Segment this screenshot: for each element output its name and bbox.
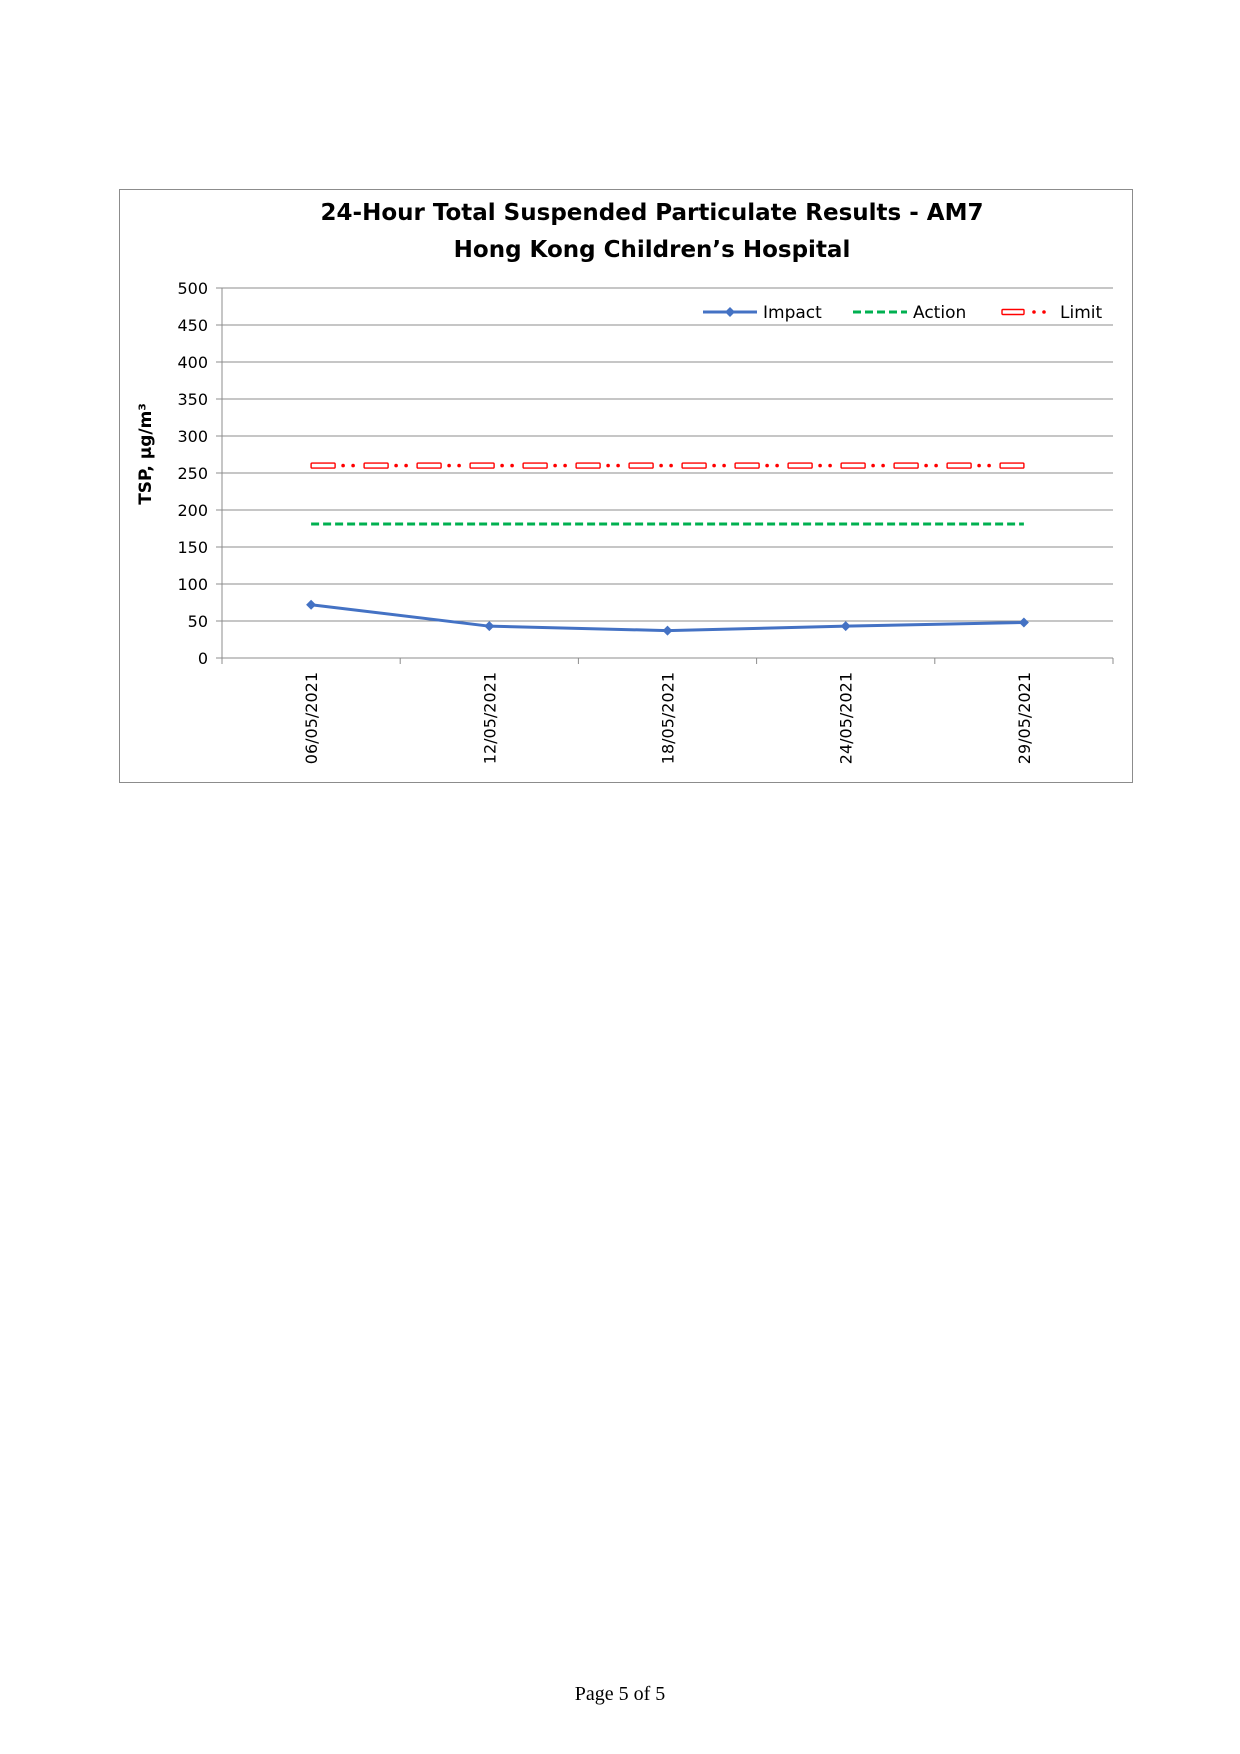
series-limit-dot-6a xyxy=(659,464,663,468)
y-tick-label-150: 150 xyxy=(177,538,208,557)
chart-frame xyxy=(119,189,1133,783)
series-limit-dot-10b xyxy=(881,464,885,468)
series-limit-dot-7b xyxy=(722,464,726,468)
series-limit-dot-0a xyxy=(341,464,345,468)
chart-svg xyxy=(120,190,1134,784)
series-limit-dot-5a xyxy=(606,464,610,468)
series-limit-dash-8 xyxy=(735,463,759,468)
series-limit-dash-3 xyxy=(470,463,494,468)
y-tick-label-200: 200 xyxy=(177,501,208,520)
y-tick-label-350: 350 xyxy=(177,390,208,409)
series-limit-dot-5b xyxy=(616,464,620,468)
series-limit-dot-4b xyxy=(563,464,567,468)
gridlines xyxy=(222,288,1113,621)
y-tick-label-50: 50 xyxy=(187,612,208,631)
series-limit-dot-12b xyxy=(987,464,991,468)
series-limit-dot-10a xyxy=(871,464,875,468)
series-limit-dash-10 xyxy=(841,463,865,468)
series-limit-dot-7a xyxy=(712,464,716,468)
point-impact-0 xyxy=(306,600,316,610)
y-tick-label-450: 450 xyxy=(177,316,208,335)
series-limit-dot-2a xyxy=(447,464,451,468)
legend-item-limit xyxy=(1002,303,1102,323)
series-lines xyxy=(306,463,1029,636)
x-tick-labels xyxy=(302,672,1034,764)
x-tick-label-3: 24/05/2021 xyxy=(836,672,856,765)
series-limit-dot-0b xyxy=(351,464,355,468)
series-limit-dot-2b xyxy=(457,464,461,468)
axes xyxy=(216,288,1113,664)
series-limit-dash-4 xyxy=(523,463,547,468)
point-impact-1 xyxy=(484,621,494,631)
legend xyxy=(703,303,1102,323)
series-limit-dash-1 xyxy=(364,463,388,468)
series-limit-dot-11b xyxy=(934,464,938,468)
chart-subtitle: Hong Kong Children’s Hospital xyxy=(453,237,851,263)
point-impact-2 xyxy=(663,626,673,636)
series-limit-dash-6 xyxy=(629,463,653,468)
series-limit-dash-11 xyxy=(894,463,918,468)
y-tick-label-100: 100 xyxy=(177,575,208,594)
series-limit-dot-1b xyxy=(404,464,408,468)
series-limit-dash-0 xyxy=(311,463,335,468)
series-limit-dot-1a xyxy=(394,464,398,468)
y-tick-label-400: 400 xyxy=(177,353,208,372)
legend-swatch-dot-b xyxy=(1042,310,1046,314)
point-impact-3 xyxy=(841,621,851,631)
legend-label-impact: Impact xyxy=(763,303,822,323)
legend-label-limit: Limit xyxy=(1060,303,1103,323)
x-tick-label-4: 29/05/2021 xyxy=(1014,672,1034,765)
series-limit-dot-4a xyxy=(553,464,557,468)
series-limit xyxy=(311,463,1024,468)
legend-item-impact xyxy=(703,303,822,323)
series-limit-dash-7 xyxy=(682,463,706,468)
series-limit-dot-12a xyxy=(977,464,981,468)
y-tick-label-0: 0 xyxy=(197,649,208,668)
series-limit-dash-9 xyxy=(788,463,812,468)
legend-swatch-dot-a xyxy=(1032,310,1036,314)
series-limit-dot-9a xyxy=(818,464,822,468)
point-impact-4 xyxy=(1019,617,1029,627)
x-tick-label-1: 12/05/2021 xyxy=(480,672,500,765)
legend-swatch-limit xyxy=(1002,310,1024,315)
series-impact xyxy=(306,600,1029,636)
series-limit-dash-5 xyxy=(576,463,600,468)
y-tick-label-300: 300 xyxy=(177,427,208,446)
series-limit-dot-8a xyxy=(765,464,769,468)
legend-item-action xyxy=(853,303,966,323)
series-limit-dash-2 xyxy=(417,463,441,468)
series-limit-dot-11a xyxy=(924,464,928,468)
x-tick-label-2: 18/05/2021 xyxy=(658,672,678,765)
legend-label-action: Action xyxy=(913,303,967,323)
y-tick-labels xyxy=(177,279,208,668)
series-limit-dash-12 xyxy=(947,463,971,468)
y-axis-label: TSP, µg/m³ xyxy=(136,403,156,505)
x-tick-label-0: 06/05/2021 xyxy=(302,672,322,765)
legend-marker-impact xyxy=(725,307,735,317)
series-limit-dot-3a xyxy=(500,464,504,468)
series-limit-dot-6b xyxy=(669,464,673,468)
chart-title: 24-Hour Total Suspended Particulate Results - AM7 xyxy=(320,200,984,226)
page-number: Page 5 of 5 xyxy=(574,1683,666,1705)
series-limit-dot-3b xyxy=(510,464,514,468)
series-limit-dash-13 xyxy=(1000,463,1024,468)
y-tick-label-250: 250 xyxy=(177,464,208,483)
y-tick-label-500: 500 xyxy=(177,279,208,298)
series-limit-dot-9b xyxy=(828,464,832,468)
series-limit-dot-8b xyxy=(775,464,779,468)
